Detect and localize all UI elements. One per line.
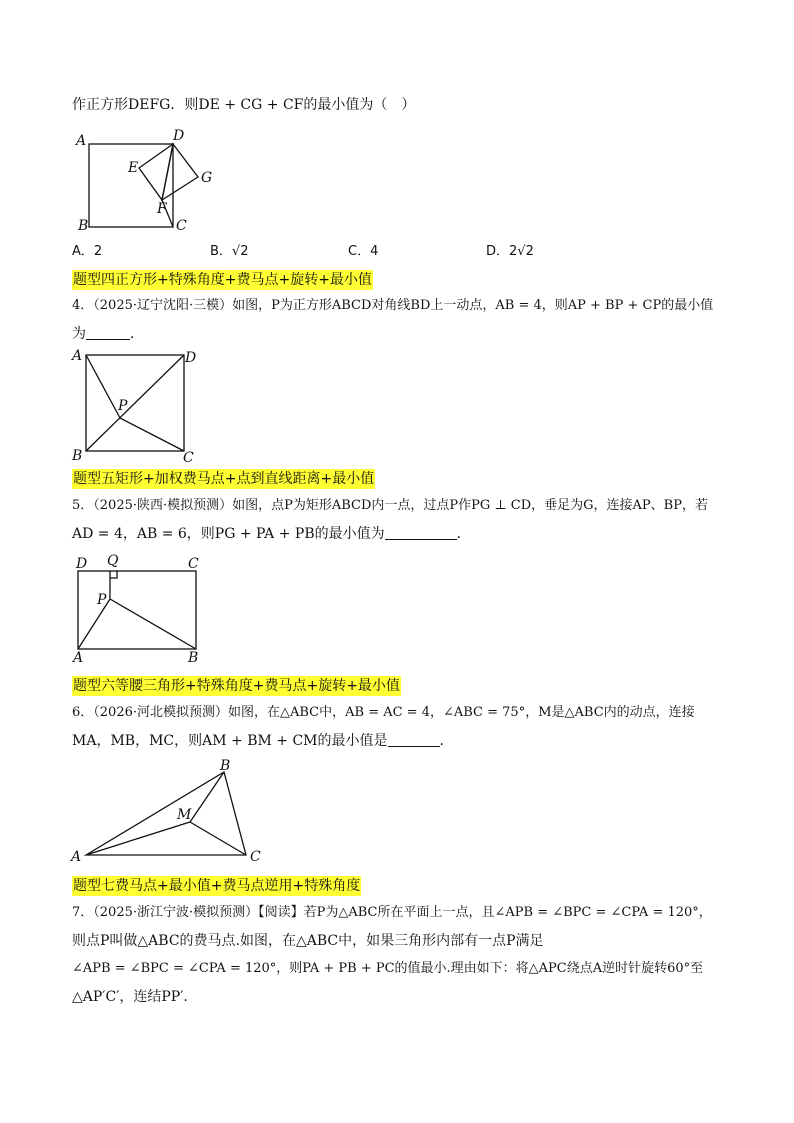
q5-segment-pb (110, 599, 196, 649)
q5-label-p: P (97, 592, 107, 608)
q3-label-c: C (176, 218, 187, 234)
q5-label-d: D (76, 556, 88, 572)
q3-label-d: D (173, 128, 185, 144)
q3-label-b: B (78, 218, 89, 234)
q4-line2-prefix: 为 (72, 326, 86, 342)
q7-line2: 则点P叫做△ABC的费马点.如图，在△ABC中，如果三角形内部有一点P满足 (72, 933, 544, 949)
q3-triangle-dgf (162, 144, 198, 200)
q5-answer-blank[interactable] (385, 525, 457, 540)
q6-label-m: M (177, 807, 192, 823)
q6-line2 (72, 731, 454, 751)
section-heading-7: 题型七费马点+最小值+费马点逆用+特殊角度 (73, 878, 361, 894)
q6-segment-mb (190, 772, 224, 822)
q5-line2-suffix: ． (456, 526, 471, 542)
q4-diagonal-bd (86, 355, 184, 451)
q6-line2-prefix: MA，MB，MC，则AM + BM + CM的最小值是 (72, 733, 388, 749)
q3-choice-b[interactable]: B．√2 (210, 244, 249, 259)
q5-line1: 5．（2025·陕西·模拟预测）如图，点P为矩形ABCD内一点，过点P作PG ⊥ CD，垂足为G，连接AP、BP，若 (72, 498, 708, 513)
q3-choice-a[interactable]: A．2 (72, 244, 103, 259)
q3-label-a: A (76, 133, 87, 149)
q4-label-c: C (183, 450, 194, 466)
q6-label-b: B (220, 758, 231, 774)
q4-label-d: D (185, 350, 197, 366)
q5-figure (71, 553, 199, 666)
q5-rectangle-abcd (78, 571, 196, 649)
q4-label-b: B (72, 448, 83, 464)
q7-line3: ∠APB = ∠BPC = ∠CPA = 120°，则PA + PB + PC的值最小.理由如下：将△APC绕点A逆时针旋转60°至 (72, 961, 704, 976)
q5-line2-prefix: AD = 4，AB = 6，则PG + PA + PB的最小值为 (72, 526, 385, 542)
q3-stem: 作正方形DEFG．则DE + CG + CF的最小值为（ ） (72, 97, 416, 113)
section-heading-6: 题型六等腰三角形+特殊角度+费马点+旋转+最小值 (73, 678, 400, 694)
q4-segment-pc (120, 418, 184, 451)
q4-label-p: P (118, 398, 128, 414)
q5-label-q: Q (107, 553, 119, 569)
q5-right-angle-mark (110, 571, 117, 578)
q3-label-e: E (128, 160, 139, 176)
q3-label-f: F (157, 201, 167, 217)
q4-figure (70, 348, 196, 466)
q5-label-a: A (73, 650, 84, 666)
q3-label-g: G (201, 170, 213, 186)
q6-segment-mc (190, 822, 246, 855)
q5-label-b: B (188, 650, 199, 666)
q4-line2-suffix: ． (130, 326, 144, 342)
q6-line1: 6．（2026·河北模拟预测）如图，在△ABC中，AB = AC = 4，∠ABC = 75°，M是△ABC内的动点，连接 (72, 705, 695, 720)
q6-triangle-abc (86, 772, 246, 855)
q4-label-a: A (72, 348, 83, 364)
q5-line2 (72, 524, 471, 544)
q4-line1: 4．（2025·辽宁沈阳·三模）如图，P为正方形ABCD对角线BD上一动点，AB = 4，则AP + BP + CP的最小值 (72, 298, 714, 313)
q3-figure (74, 128, 212, 234)
section-heading-4: 题型四正方形+特殊角度+费马点+旋转+最小值 (73, 272, 372, 288)
q3-choice-d[interactable]: D．2√2 (486, 244, 534, 259)
section-heading-5: 题型五矩形+加权费马点+点到直线距离+最小值 (73, 471, 375, 487)
q7-line1: 7．（2025·浙江宁波·模拟预测）【阅读】若P为△ABC所在平面上一点，且∠APB = ∠BPC = ∠CPA = 120°， (72, 905, 712, 920)
q3-choice-c[interactable]: C．4 (348, 244, 379, 259)
q6-figure (69, 758, 261, 865)
q6-segment-am (86, 822, 190, 855)
q6-label-c: C (250, 849, 261, 865)
q6-answer-blank[interactable] (388, 732, 440, 747)
q4-segment-ap (86, 355, 120, 418)
q6-line2-suffix: ． (439, 733, 454, 749)
q5-label-c: C (188, 556, 199, 572)
q4-line2 (72, 324, 144, 344)
q6-label-a: A (71, 849, 82, 865)
q7-line4: △AP′C′，连结PP′． (72, 989, 198, 1005)
q4-answer-blank[interactable] (86, 325, 130, 340)
